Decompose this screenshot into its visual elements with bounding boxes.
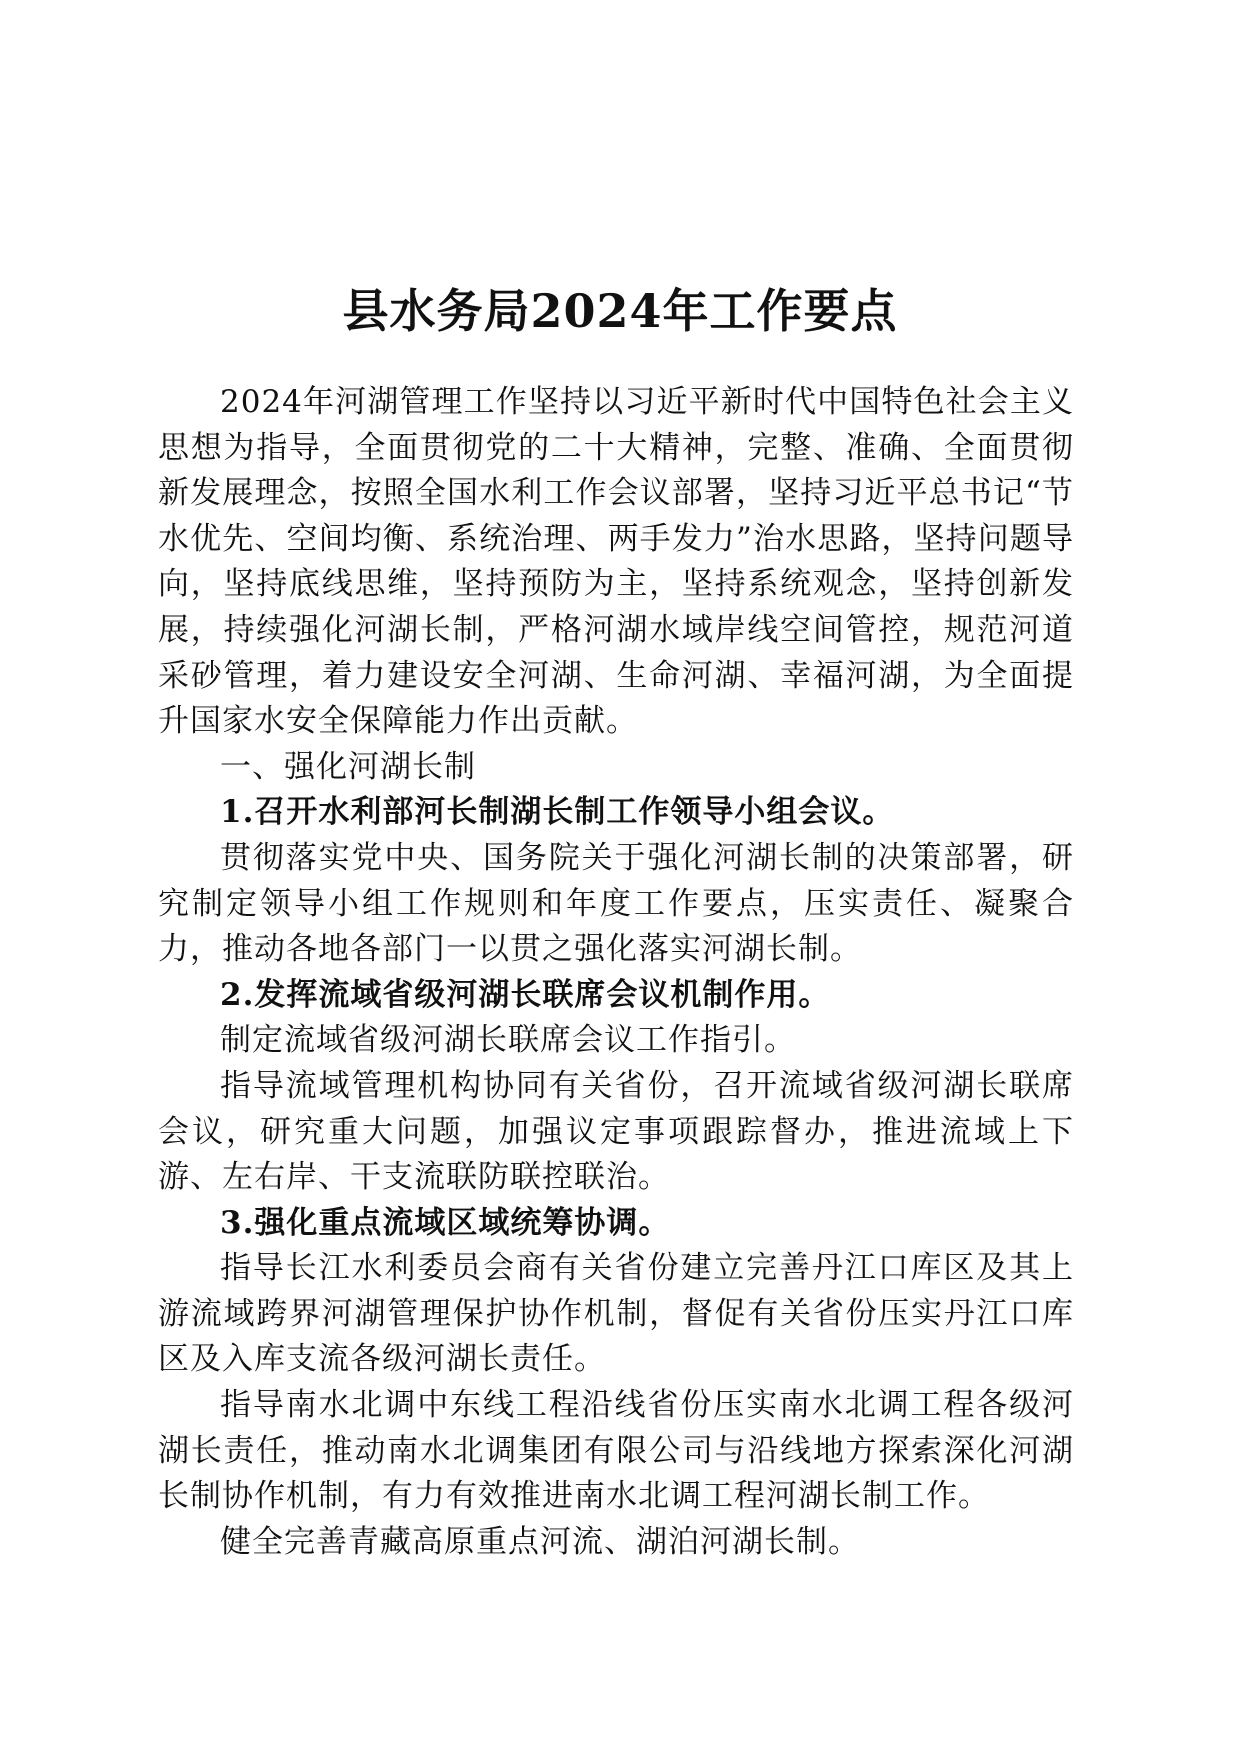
- body-paragraph: 指导南水北调中东线工程沿线省份压实南水北调工程各级河湖长责任，推动南水北调集团有限公司与沿线地方探索深化河湖长制协作机制，有力有效推进南水北调工程河湖长制工作。: [158, 1387, 1074, 1515]
- body-paragraph: 指导长江水利委员会商有关省份建立完善丹江口库区及其上游流域跨界河湖管理保护协作机制，督促有关省份压实丹江口库区及入库支流各级河湖长责任。: [158, 1250, 1074, 1378]
- subheading-1: 1.召开水利部河长制湖长制工作领导小组会议。: [220, 794, 895, 831]
- body-paragraph: 贯彻落实党中央、国务院关于强化河湖长制的决策部署，研究制定领导小组工作规则和年度工作要点，压实责任、凝聚合力，推动各地各部门一以贯之强化落实河湖长制。: [158, 839, 1074, 968]
- document-body: [158, 380, 1074, 1565]
- subheading-3: 3.强化重点流域区域统筹协调。: [220, 1204, 671, 1241]
- body-paragraph: 指导流域管理机构协同有关省份，召开流域省级河湖长联席会议，研究重大问题，加强议定事项跟踪督办，推进流域上下游、左右岸、干支流联防联控联治。: [158, 1067, 1074, 1196]
- intro-paragraph: 2024年河湖管理工作坚持以习近平新时代中国特色社会主义思想为指导，全面贯彻党的二十大精神，完整、准确、全面贯彻新发展理念，按照全国水利工作会议部署，坚持习近平总书记“节水优先、空间均衡、系统治理、两手发力”治水思路，坚持问题导向，坚持底线思维，坚持预防为主，坚持系统观念，坚持创新发展，持续强化河湖长制，严格河湖水域岸线空间管控，规范河道采砂管理，着力建设安全河湖、生命河湖、幸福河湖，为全面提升国家水安全保障能力作出贡献。: [158, 384, 1074, 740]
- body-paragraph: 制定流域省级河湖长联席会议工作指引。: [220, 1022, 796, 1059]
- subheading-2: 2.发挥流域省级河湖长联席会议机制作用。: [220, 976, 831, 1013]
- body-paragraph: 健全完善青藏高原重点河流、湖泊河湖长制。: [220, 1523, 860, 1560]
- document-title: 县水务局2024年工作要点: [342, 283, 898, 338]
- section-heading-1: 一、强化河湖长制: [220, 748, 476, 785]
